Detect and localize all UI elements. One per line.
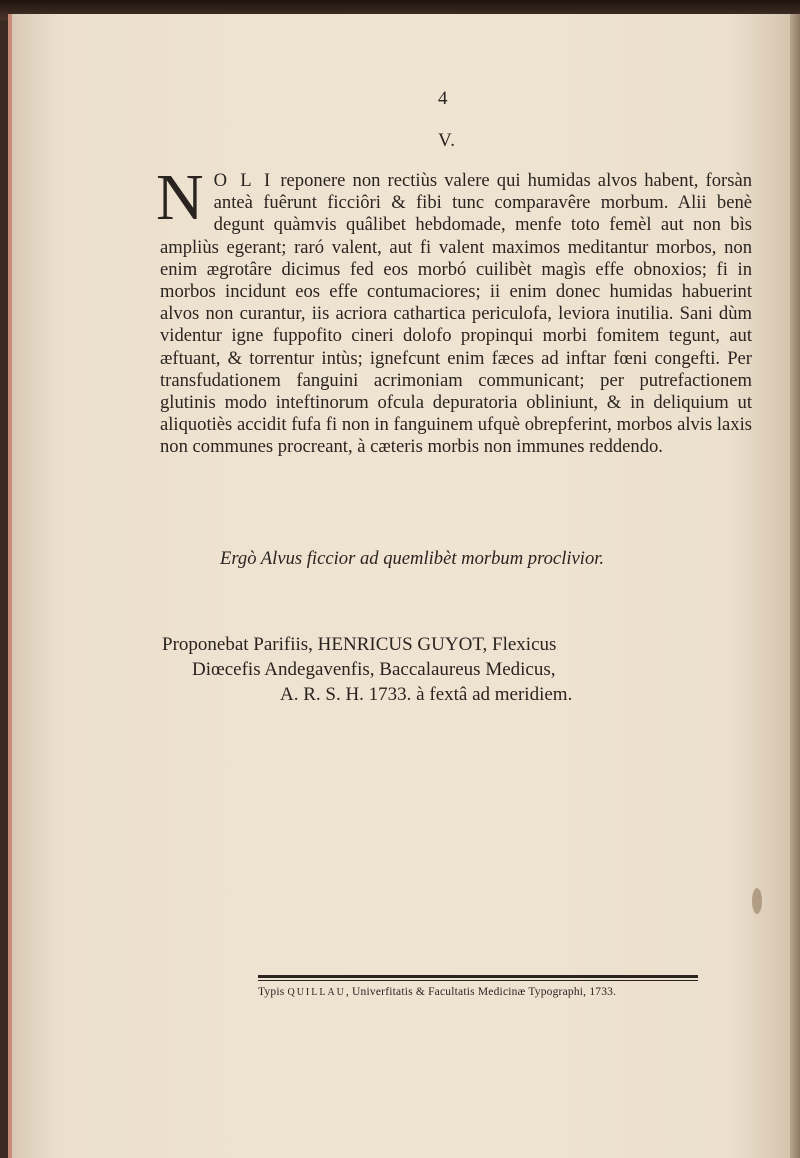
proponebat-line-3: A. R. S. H. 1733. à fextâ ad meridiem. [280,684,573,705]
printer-suffix: , Univerfitatis & Facultatis Medicinæ Typographi, 1733. [345,986,617,998]
proponebat-block [162,632,762,707]
drop-cap: N [156,161,204,234]
body-paragraph [156,161,752,459]
body-text: reponere non rectiùs valere qui humidas alvos habent, forsàn anteà fuêrunt ficciôri & fibi tunc comparavêre morbum. Alii benè degunt quàmvis quâlibet hebdomade, menfe toto femèl aut non bìs ampliùs egerant; raró valent, aut fi valent maximos meditantur morbos, non enim ægrotâre dicimus fed eos morbó cuilibèt magìs effe obnoxios; fi in morbos incidunt eos effe contumaciores; ii enim donec humidas habuerint alvos non curantur, iis acriora cathartica periculofa, leviora inutilia. Sani dùm videntur igne fuppofito cineri dolofo propinqui morbi fomitem tegunt, aut æftuant, & torrentur intùs; ignefcunt enim fæces ad inftar fœni congefti. Per transfudationem fanguini acrimoniam communicant; per putrefactionem glutinis modo inteftinorum ofcula depuratoria obliniunt, & in deliquium ut aliquotiès accidit fufa fi non in fanguinem ufquè obrepferint, morbos alvis laxis non communes procreant, à cæteris morbis non immunes reddendo. [160,170,752,458]
printer-name: QUILLAU [287,987,346,998]
body-first-word: O L I [213,170,274,191]
printer-imprint [258,986,718,998]
section-number: V. [438,130,457,151]
paper-stain [752,888,762,914]
footer-rule-thin [258,980,698,981]
proponebat-line-1: Proponebat Parifiis, HENRICUS GUYOT, Flexicus [162,634,557,655]
proponebat-line-2: Diœcefis Andegavenfis, Baccalaureus Medicus, [192,659,556,680]
footer-rule [258,975,698,978]
page-edge [790,14,800,1158]
conclusion-line: Ergò Alvus ficcior ad quemlibèt morbum proclivior. [220,548,605,569]
page-number: 4 [438,88,448,109]
printer-prefix: Typis [258,986,288,998]
